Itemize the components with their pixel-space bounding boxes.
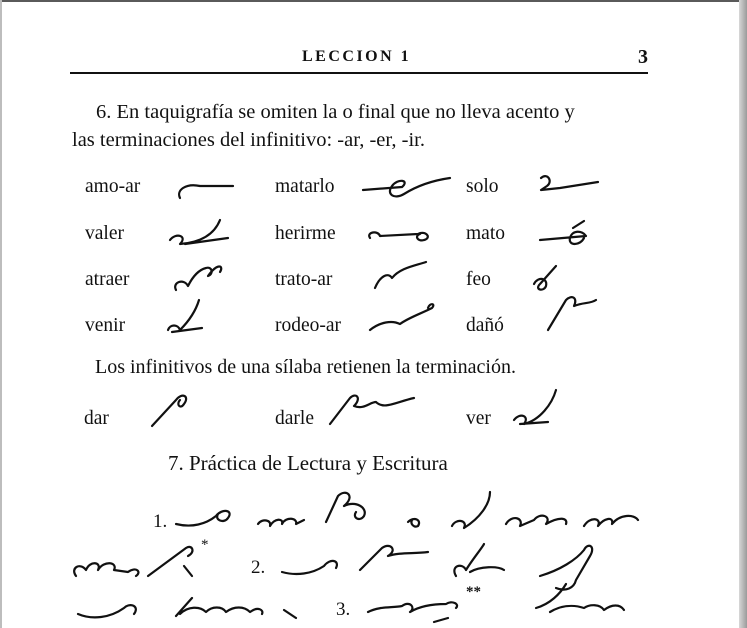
word-herirme: herirme: [275, 223, 336, 244]
shorthand-outline: [258, 519, 304, 526]
shorthand-outline: [534, 266, 556, 290]
shorthand-outline: [176, 598, 262, 616]
asterisk-mark: *: [201, 537, 209, 553]
shorthand-outline: [536, 584, 624, 612]
word-atraer: atraer: [85, 269, 130, 290]
word-venir: venir: [85, 315, 126, 336]
shorthand-outline: [375, 262, 426, 288]
word-rodeo-ar: rodeo-ar: [275, 315, 342, 336]
shorthand-outline: [176, 511, 230, 526]
practice-number-1: 1.: [153, 511, 168, 532]
shorthand-outline: [408, 519, 419, 527]
shorthand-outline: [541, 176, 598, 190]
example-dar: dar: [84, 408, 109, 429]
section-7-title: 7. Práctica de Lectura y Escritura: [168, 451, 448, 475]
shorthand-outline: [540, 221, 586, 244]
shorthand-outline: [168, 300, 202, 332]
shorthand-outline: [282, 561, 337, 574]
shorthand-outline: [330, 396, 414, 424]
shorthand-outline: [368, 602, 457, 622]
shorthand-outline: [370, 304, 433, 330]
rule-6-line-1: 6. En taquigrafía se omiten la o final que no lleva acento y: [96, 101, 575, 123]
word-matarlo: matarlo: [275, 176, 335, 197]
shorthand-outline: [74, 563, 138, 576]
page-number: 3: [638, 46, 648, 68]
shorthand-outline: [78, 605, 136, 617]
example-darle: darle: [275, 408, 314, 429]
shorthand-outline: [175, 267, 221, 291]
shorthand-outline: [152, 396, 186, 426]
shorthand-outline: [363, 178, 450, 196]
practice-number-2: 2.: [251, 557, 266, 578]
monosyllable-note: Los infinitivos de una sílaba retienen la terminación.: [95, 356, 516, 378]
rule-6-line-2: las terminaciones del infinitivo: -ar, -er, -ir.: [72, 129, 426, 151]
shorthand-outline: [179, 185, 233, 198]
shorthand-outline: [584, 516, 638, 526]
double-asterisk-mark: **: [466, 584, 481, 600]
word-trato-ar: trato-ar: [275, 269, 333, 290]
shorthand-outline: [360, 546, 428, 570]
shorthand-outline: [506, 516, 566, 526]
word-amo-ar: amo-ar: [85, 176, 141, 197]
shorthand-outline: [454, 544, 504, 576]
word-dano: dañó: [466, 315, 504, 336]
shorthand-outline: [369, 232, 428, 240]
shorthand-outline: [514, 390, 556, 424]
shorthand-outline: [284, 610, 296, 618]
word-solo: solo: [466, 176, 499, 197]
practice-number-3: 3.: [336, 599, 351, 620]
word-mato: mato: [466, 223, 505, 244]
shorthand-outline: [170, 220, 228, 244]
shorthand-outline: [452, 492, 490, 528]
shorthand-outline: [548, 297, 596, 330]
word-valer: valer: [85, 223, 124, 244]
shorthand-outline: [326, 493, 365, 522]
word-feo: feo: [466, 269, 491, 290]
shorthand-outline: [148, 547, 192, 576]
example-ver: ver: [466, 408, 491, 429]
lesson-title: LECCION 1: [302, 48, 412, 65]
